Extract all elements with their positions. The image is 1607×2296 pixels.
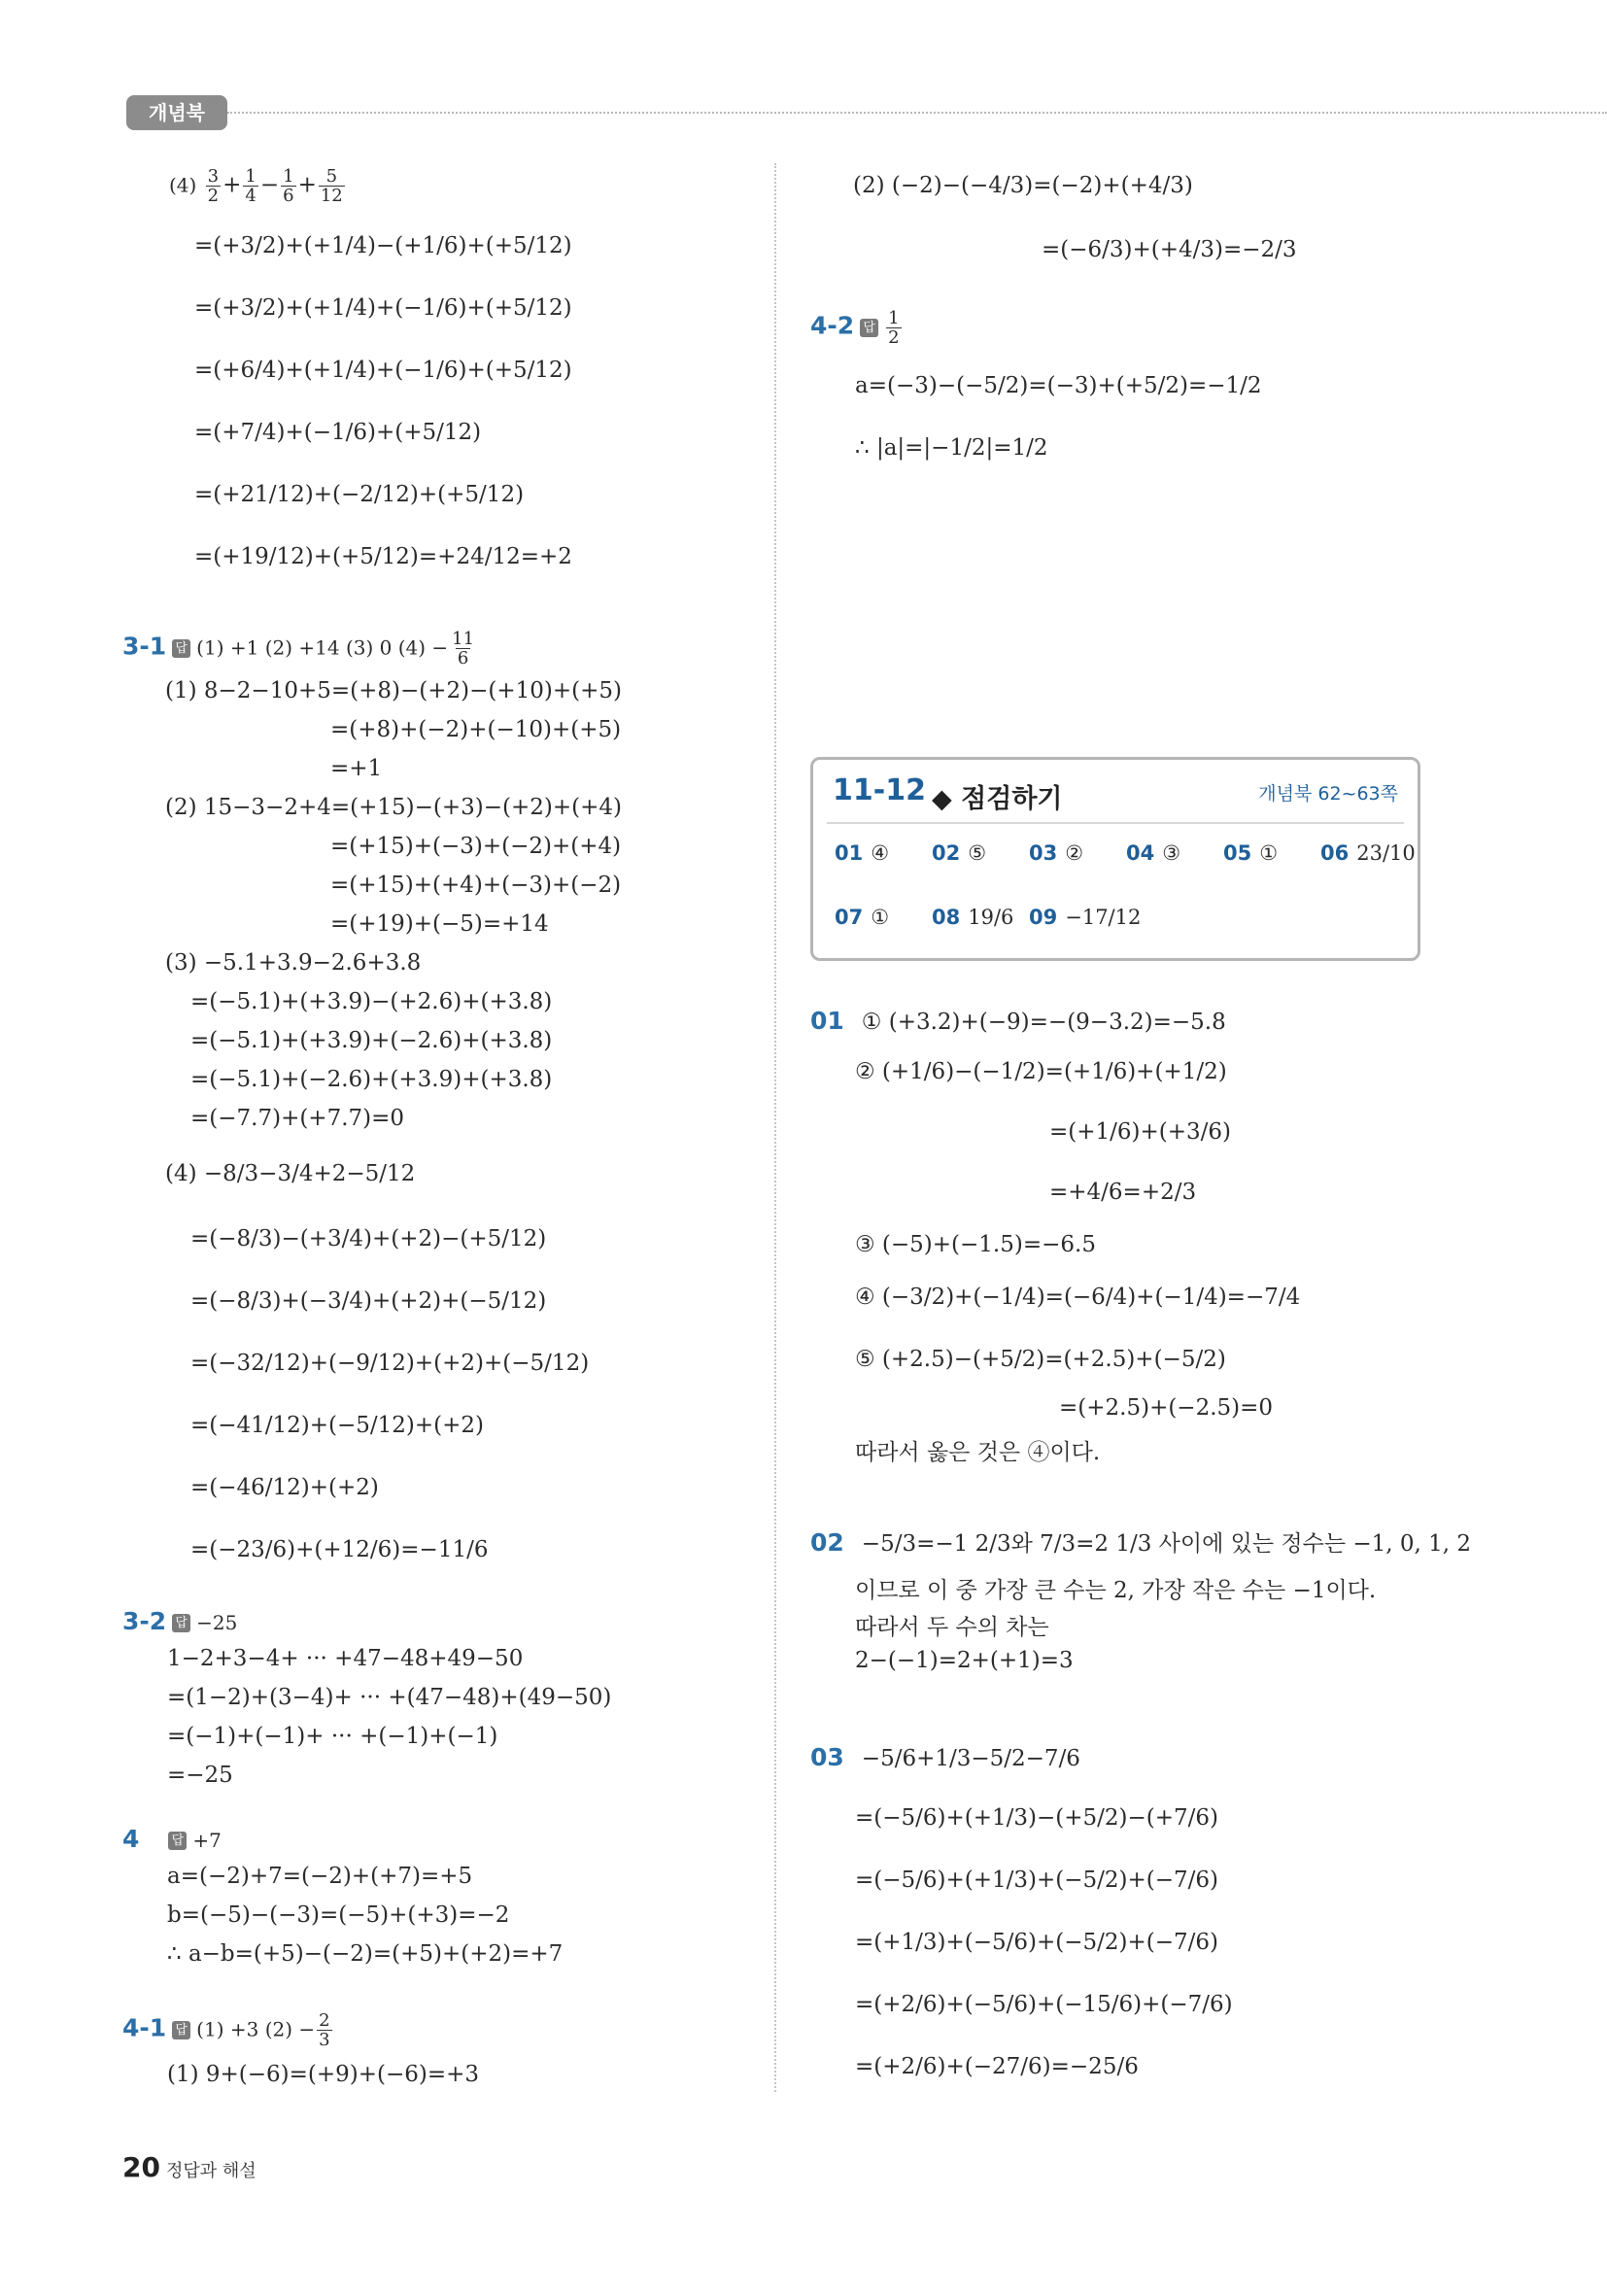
s01-line-9: 따라서 옳은 것은 ④이다. (855, 1440, 1101, 1465)
q31-line-3: =+1 (330, 756, 383, 781)
q31-line-19: =(−23/6)+(+12/6)=−11/6 (190, 1537, 489, 1562)
q31-line-11: =(−5.1)+(−2.6)+(+3.9)+(+3.8) (190, 1067, 553, 1092)
q31-line-13: (4) −8/3−3/4+2−5/12 (165, 1161, 416, 1186)
box-answer: 09 −17/12 (1029, 906, 1142, 929)
s03-line-5: =(+2/6)+(−5/6)+(−15/6)+(−7/6) (855, 1992, 1233, 2017)
check-answer-box (810, 757, 1420, 961)
s01-line-3: =(+1/6)+(+3/6) (1049, 1119, 1232, 1145)
page-footer (122, 2151, 256, 2183)
column-divider (774, 163, 776, 2092)
q31-line-6: =(+15)+(+4)+(−3)+(−2) (330, 873, 622, 898)
q32-header: 3-2 답 −25 (122, 1607, 238, 1635)
s03-line-1: 03 −5/6+1/3−5/2−7/6 (810, 1743, 1080, 1771)
header-rule (227, 112, 1607, 114)
q32-line-2: =(1−2)+(3−4)+ ··· +(47−48)+(49−50) (167, 1685, 612, 1710)
page-number: 20 (122, 2151, 160, 2183)
q32-line-1: 1−2+3−4+ ··· +47−48+49−50 (167, 1646, 524, 1671)
q41-header: 4-1 답 (1) +3 (2) − $\frac{2}{3}$ (122, 2010, 330, 2050)
s01-line-8: =(+2.5)+(−2.5)=0 (1059, 1395, 1274, 1421)
q42-line-2: ∴ |a|=|−1/2|=1/2 (855, 435, 1048, 461)
box-answer: 03 ② (1029, 841, 1084, 865)
q32-line-4: =−25 (167, 1763, 233, 1788)
q31-line-15: =(−8/3)+(−3/4)+(+2)+(−5/12) (190, 1288, 547, 1314)
q31-line-8: (3) −5.1+3.9−2.6+3.8 (165, 950, 422, 976)
q31-line-16: =(−32/12)+(−9/12)+(+2)+(−5/12) (190, 1351, 590, 1376)
s03-line-4: =(+1/3)+(−5/6)+(−5/2)+(−7/6) (855, 1930, 1219, 1955)
s02-line-2: 이므로 이 중 가장 큰 수는 2, 가장 작은 수는 −1이다. (855, 1578, 1377, 1603)
s03-line-2: =(−5/6)+(+1/3)−(+5/2)−(+7/6) (855, 1805, 1219, 1831)
q31-line-7: =(+19)+(−5)=+14 (330, 911, 549, 937)
q31-line-14: =(−8/3)−(+3/4)+(+2)−(+5/12) (190, 1226, 547, 1251)
s03-line-3: =(−5/6)+(+1/3)+(−5/2)+(−7/6) (855, 1868, 1219, 1893)
s01-line-6: ④ (−3/2)+(−1/4)=(−6/4)+(−1/4)=−7/4 (855, 1285, 1301, 1310)
q31-line-12: =(−7.7)+(+7.7)=0 (190, 1106, 405, 1131)
s02-line-4: 2−(−1)=2+(+1)=3 (855, 1648, 1074, 1673)
p4-step-4: =(+7/4)+(−1/6)+(+5/12) (194, 420, 482, 445)
box-answer: 05 ① (1223, 841, 1279, 865)
s02-line-1: 02 −5/3=−1 2/3와 7/3=2 1/3 사이에 있는 정수는 −1, 0, 1, 2 (810, 1528, 1472, 1557)
q31-header: 3-1 답 (1) +1 (2) +14 (3) 0 (4) − $\frac{11}{6}$ (122, 629, 475, 668)
q31-line-2: =(+8)+(−2)+(−10)+(+5) (330, 717, 622, 742)
box-answer: 06 23/10 (1320, 841, 1416, 865)
p4-step-1: =(+3/2)+(+1/4)−(+1/6)+(+5/12) (194, 233, 572, 258)
q31-line-1: (1) 8−2−10+5=(+8)−(+2)−(+10)+(+5) (165, 678, 622, 703)
q31-line-9: =(−5.1)+(+3.9)−(+2.6)+(+3.8) (190, 989, 553, 1014)
footer-label: 정답과 해설 (165, 2161, 256, 2181)
q42-line-1: a=(−3)−(−5/2)=(−3)+(+5/2)=−1/2 (855, 373, 1262, 398)
q4-header: 4 답 +7 (122, 1825, 222, 1853)
p4-step-3: =(+6/4)+(+1/4)+(−1/6)+(+5/12) (194, 358, 572, 383)
s01-line-2: ② (+1/6)−(−1/2)=(+1/6)+(+1/2) (855, 1059, 1227, 1084)
p4-step-6: =(+19/12)+(+5/12)=+24/12=+2 (194, 544, 572, 569)
q32-line-3: =(−1)+(−1)+ ··· +(−1)+(−1) (167, 1724, 498, 1749)
box-answer: 08 19/6 (932, 906, 1014, 929)
box-answer: 01 ④ (835, 841, 890, 865)
p4-step-2: =(+3/2)+(+1/4)+(−1/6)+(+5/12) (194, 295, 572, 321)
p4-expression: (4) $\frac{3}{2}$ + $\frac{1}{4}$ − $\frac{1}{6}$ + $\frac{5}{12}$ (169, 166, 343, 206)
q31-line-17: =(−41/12)+(−5/12)+(+2) (190, 1413, 485, 1438)
header-tab: 개념북 (126, 95, 227, 130)
q31-line-18: =(−46/12)+(+2) (190, 1475, 379, 1500)
box-answer: 02 ⑤ (932, 841, 987, 865)
q4-line-3: ∴ a−b=(+5)−(−2)=(+5)+(+2)=+7 (167, 1941, 564, 1967)
q31-line-10: =(−5.1)+(+3.9)+(−2.6)+(+3.8) (190, 1028, 553, 1053)
box-reference: 개념북 62~63쪽 (1258, 783, 1398, 805)
s02-line-3: 따라서 두 수의 차는 (855, 1615, 1049, 1640)
q41b-line-1: (2) (−2)−(−4/3)=(−2)+(+4/3) (853, 173, 1193, 198)
box-subtitle: ◆ 점검하기 (932, 784, 1063, 814)
q42-header: 4-2 답 $\frac{1}{2}$ (810, 308, 900, 348)
s01-line-5: ③ (−5)+(−1.5)=−6.5 (855, 1232, 1096, 1257)
box-answer: 04 ③ (1126, 841, 1181, 865)
q4-line-1: a=(−2)+7=(−2)+(+7)=+5 (167, 1864, 473, 1889)
p4-step-5: =(+21/12)+(−2/12)+(+5/12) (194, 482, 525, 507)
s01-line-4: =+4/6=+2/3 (1049, 1180, 1197, 1205)
q41-line-1: (1) 9+(−6)=(+9)+(−6)=+3 (167, 2062, 480, 2087)
q31-line-4: (2) 15−3−2+4=(+15)−(+3)−(+2)+(+4) (165, 795, 622, 820)
box-title: 11-12 (833, 773, 926, 807)
s01-line-1: 01 ① (+3.2)+(−9)=−(9−3.2)=−5.8 (810, 1007, 1226, 1035)
box-answer: 07 ① (835, 906, 890, 929)
q41b-line-2: =(−6/3)+(+4/3)=−2/3 (1042, 237, 1297, 262)
box-divider (827, 822, 1404, 824)
s01-line-7: ⑤ (+2.5)−(+5/2)=(+2.5)+(−5/2) (855, 1347, 1226, 1372)
s03-line-6: =(+2/6)+(−27/6)=−25/6 (855, 2054, 1139, 2079)
q31-line-5: =(+15)+(−3)+(−2)+(+4) (330, 834, 622, 859)
q4-line-2: b=(−5)−(−3)=(−5)+(+3)=−2 (167, 1902, 510, 1928)
